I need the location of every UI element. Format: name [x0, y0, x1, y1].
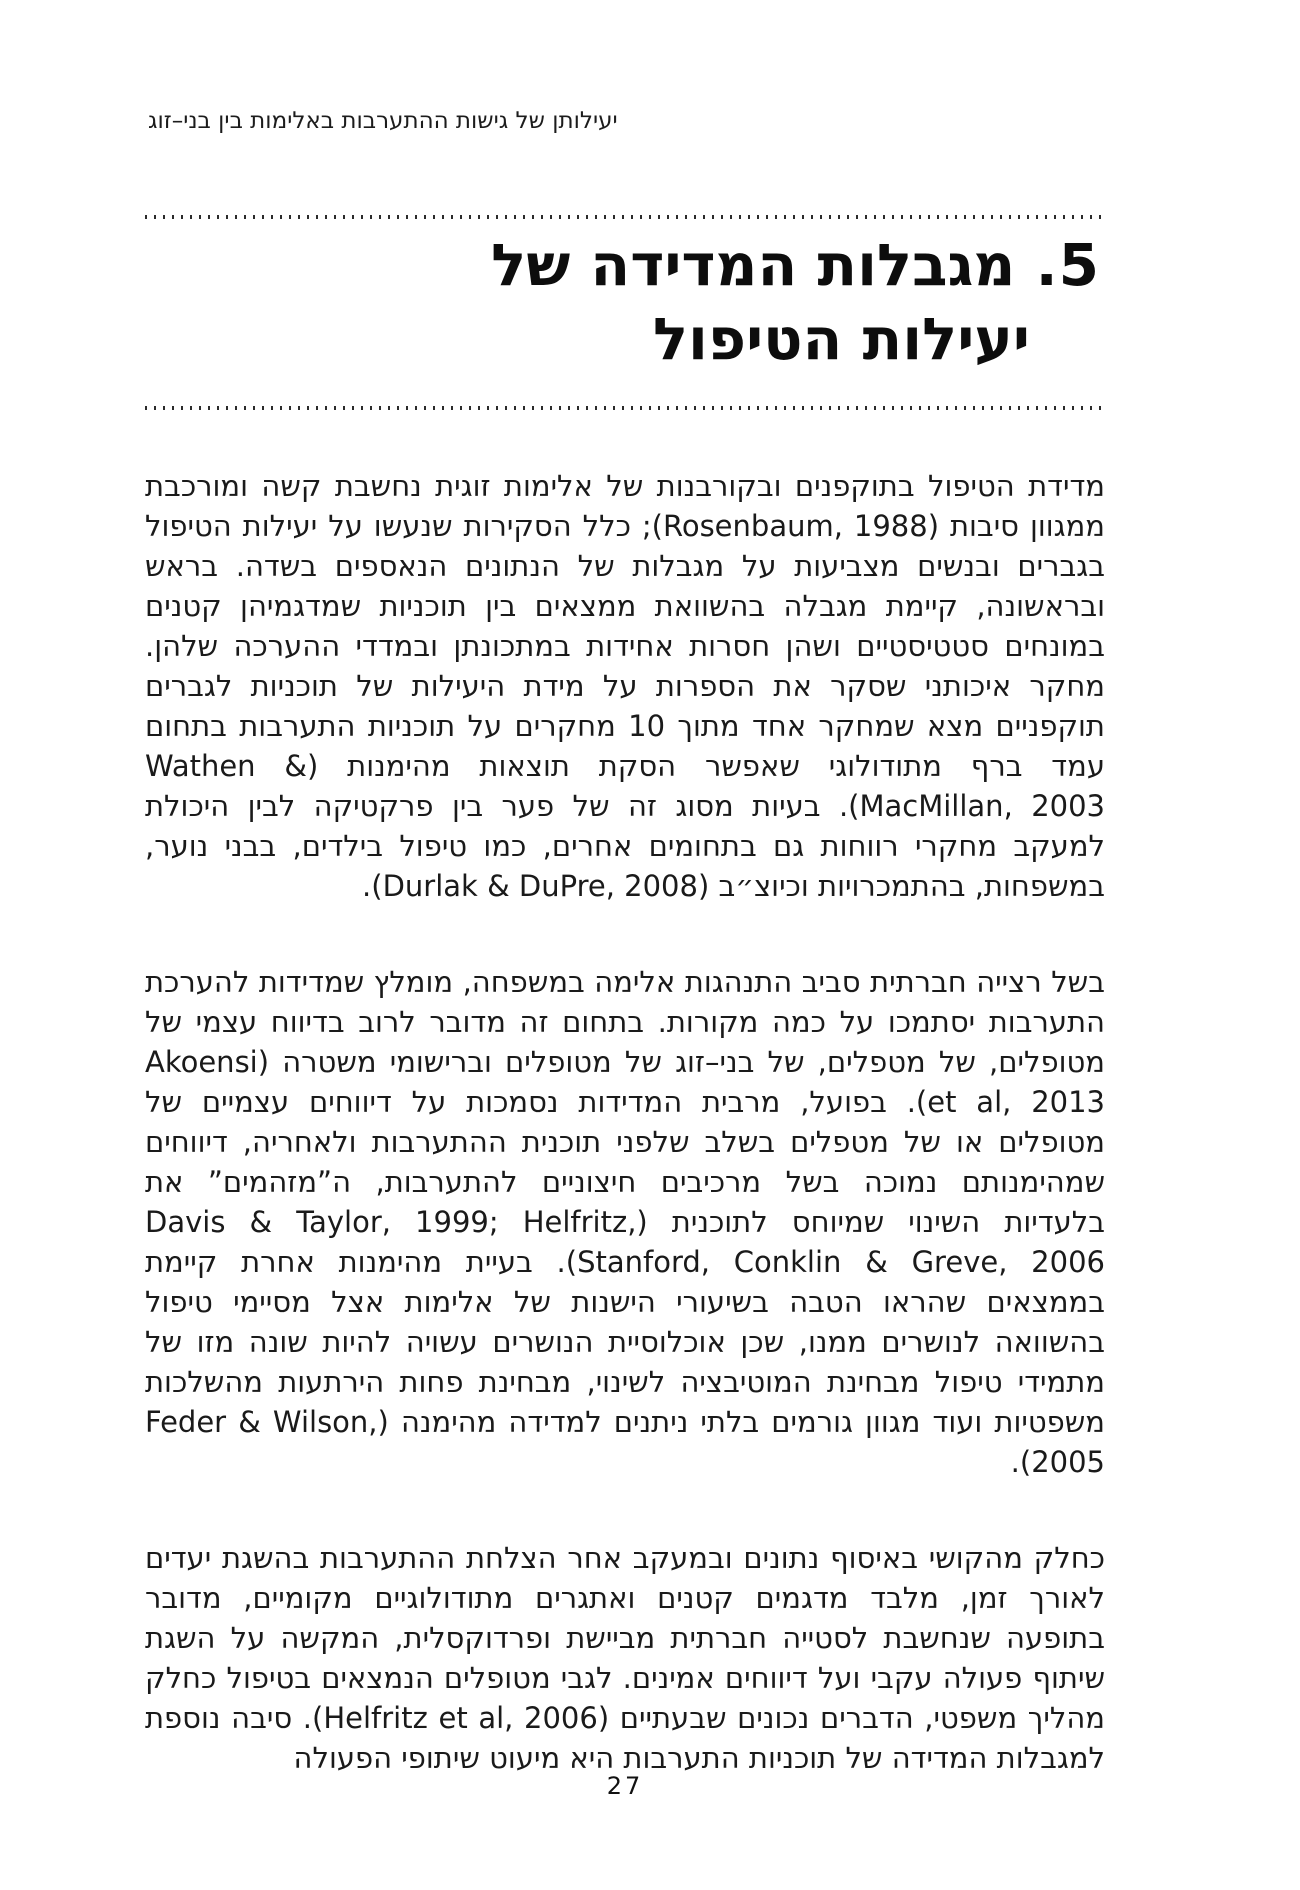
chapter-number: 5. — [1035, 231, 1100, 299]
chapter-title — [491, 228, 1100, 376]
body-text — [145, 466, 1105, 1778]
body-paragraph-1: מדידת הטיפול בתוקפנים ובקורבנות של אלימות זוגית נחשבת קשה ומורכבת ממגוון סיבות (Rosenbaum, 1988); כלל הסקירות שנעשו על יעילות הטיפול בגברים ובנשים מצביעות על מגבלות של הנתונים הנאספים בשדה. בראש ובראשונה, קיימת מגבלה בהשוואת ממצאים בין תוכניות שמדגמיהן קטנים במונחים סטטיסטיים ושהן חסרות אחידות במתכונתן ובמדדי ההערכה שלהן. מחקר איכותני שסקר את הספרות על מידת היעילות של תוכניות לגברים תוקפניים מצא שמחקר אחד מתוך 10 מחקרים על תוכניות התערבות בתחום עמד ברף מתודולוגי שאפשר הסקת תוצאות מהימנות (Wathen & MacMillan, 2003). בעיות מסוג זה של פער בין פרקטיקה לבין היכולת למעקב מחקרי רווחות גם בתחומים אחרים, כמו טיפול בילדים, בבני נוער, במשפחות, בהתמכרויות וכיוצ״ב (Durlak & DuPre, 2008). — [145, 469, 1106, 903]
body-paragraph-2: בשל רצייה חברתית סביב התנהגות אלימה במשפחה, מומלץ שמדידות להערכת התערבות יסתמכו על כמה מקורות. בתחום זה מדובר לרוב בדיווח עצמי של מטופלים, של מטפלים, של בני–זוג של מטופלים וברישומי משטרה (Akoensi et al, 2013). בפועל, מרבית המדידות נסמכות על דיווחים עצמיים של מטופלים או של מטפלים בשלב שלפני תוכנית ההתערבות ולאחריה, דיווחים שמהימנותם נמוכה בשל מרכיבים חיצוניים להתערבות, ה”מזהמים” את בלעדיות השינוי שמיוחס לתוכנית (Davis & Taylor, 1999; Helfritz, Stanford, Conklin & Greve, 2006). בעיית מהימנות אחרת קיימת בממצאים שהראו הטבה בשיעורי הישנות של אלימות אצל מסיימי טיפול בהשוואה לנושרים ממנו, שכן אוכלוסיית הנושרים עשויה להיות שונה מזו של מתמידי טיפול מבחינת המוטיבציה לשינוי, מבחינת פחות הירתעות מהשלכות משפטיות ועוד מגוון גורמים בלתי ניתנים למדידה מהימנה (Feder & Wilson, 2005). — [145, 965, 1105, 1479]
dotted-divider-bottom — [145, 406, 1105, 410]
running-header: יעילותן של גישות ההתערבות באלימות בין בני–זוג — [148, 108, 618, 134]
page-number: 27 — [606, 1772, 644, 1800]
body-paragraph-3: כחלק מהקושי באיסוף נתונים ובמעקב אחר הצלחת ההתערבות בהשגת יעדים לאורך זמן, מלבד מדגמים קטנים ואתגרים מתודולוגיים מקומיים, מדובר בתופעה שנחשבת לסטייה חברתית מביישת ופרדוקסלית, המקשה על השגת שיתוף פעולה עקבי ועל דיווחים אמינים. לגבי מטופלים הנמצאים בטיפול כחלק מהליך משפטי, הדברים נכונים שבעתיים (Helfritz et al, 2006). סיבה נוספת למגבלות המדידה של תוכניות התערבות היא מיעוט שיתופי הפעולה — [145, 1541, 1105, 1775]
chapter-title-line2: יעילות הטיפול — [652, 305, 1030, 373]
dotted-divider-top — [145, 215, 1105, 219]
chapter-title-line1: מגבלות המדידה של — [491, 231, 1016, 299]
